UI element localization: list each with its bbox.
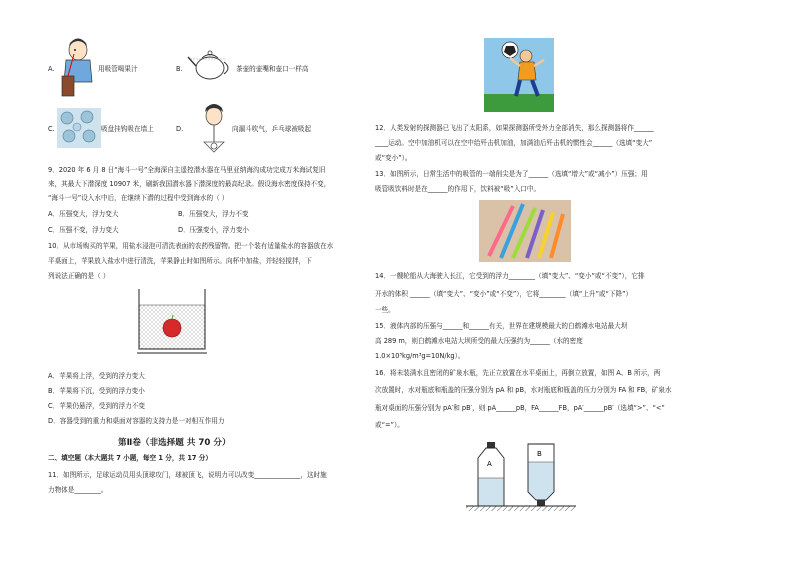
q10-line-2: 平桌面上，苹果放入盐水中进行清洗，苹果静止时如图所示。向杯中加盐，并轻轻搅拌，下 [48,257,312,265]
q9-option-a: A．压强变大，浮力变大 [48,210,119,218]
q11-line-2: 力物体是________。 [48,486,108,494]
boy-drinking-figure [58,36,98,98]
option-d-label: D. [176,125,184,133]
funnel-blowing-figure [196,102,232,158]
q10-option-b: B．苹果将下沉，受到的浮力变小 [48,387,145,395]
option-d-text: 向漏斗吹气，乒乓球被吸起 [232,125,312,133]
q10-line-1: 10．从市场购买的苹果，用盐水浸泡可清洗表面的农药残留物。把一个装有适量盐水的容器放在水 [48,242,334,250]
q12-line-3: 或“变小”）。 [375,154,412,162]
option-c-label: C. [48,125,55,133]
q9-option-c: C．压强不变，浮力变大 [48,226,119,234]
q10-line-3: 列说法正确的是（ ） [48,272,110,280]
q10-option-c: C．苹果仍悬浮，受到的浮力不变 [48,402,145,410]
q10-option-d: D．容器受到的重力和桌面对容器的支持力是一对相互作用力 [48,417,225,425]
q9-option-b: B．压强变大，浮力不变 [178,210,249,218]
q15-line-2: 高 289 m，则白鹤滩水电站大坝所受的最大压强约为______（水的密度 [375,337,583,345]
q15-line-1: 15．液体内部的压强与______和______有关，世界在建规模最大的白鹤滩水电站最大坝 [375,322,628,330]
straws-figure [479,200,571,262]
q10-option-a: A．苹果将上浮，受到的浮力变大 [48,372,145,380]
q16-line-4: 或“=”）。 [375,421,404,429]
q12-line-1: 12．人类发射的探测器已飞出了太阳系，如果探测器所受外力全部消失，那么探测器将作______ [375,124,654,132]
q12-line-2: ____运动。空中加油机可以在空中给歼击机加油，加满油后歼击机的惯性会______（选填“变大” [375,139,653,147]
fill-in-header: 二、填空题（本大题共 7 小题，每空 1 分，共 17 分） [48,454,212,462]
q9-line-3: “海斗一号”设入水中后，在继续下潜的过程中受到海水的（ ） [48,194,229,202]
q13-line-2: 吸管吸饮料时是在______的作用下，饮料被“吸”入口中。 [375,185,541,193]
q16-line-3: 瓶对桌面的压强分别为 pA′和 pB′，则 pA______pB，FA______FB，pA′______pB′（选填“>”、“<” [375,404,665,412]
bottle-b-label: B [537,450,542,458]
q16-line-1: 16．将未装满水且密闭的矿泉水瓶，先正立放置在水平桌面上，再倒立放置，如图 A、B 所示，两 [375,369,661,377]
option-a-text: 用吸管喝果汁 [98,65,138,73]
q14-line-2: 开水的体积 ______（填“变大”、“变小”或“不变”），它将________（填“上升”或“下降”） [375,290,633,298]
q11-line-1: 11．如图所示，足球运动员用头顶球攻门，球被顶飞，说明力可以改变______________，这时施 [48,471,327,479]
section-2-title: 第Ⅱ卷（非选择题 共 70 分） [118,438,231,448]
soccer-header-figure [484,38,554,112]
option-b-text: 茶壶的壶嘴和壶口一样高 [236,65,309,73]
option-c-text: 吸盘挂钩吸在墙上 [101,125,154,133]
teapot-figure [188,48,234,82]
q16-line-2: 次放置时，水对瓶底和瓶盖的压强分别为 pA 和 pB，水对瓶底和瓶盖的压力分别为 FA 和 FB，矿泉水 [375,386,672,394]
q9-option-d: D．压强变小，浮力变小 [178,226,250,234]
apple-container-figure [137,287,207,357]
option-a-label: A. [48,65,55,73]
q14-line-3: 一些。 [375,306,395,314]
bottle-a-label: A [487,460,492,468]
q9-line-1: 9．2020 年 6 月 8 日“海斗一号”全海深自主遥控潜水器在马里亚纳海沟成功完成万米海试复旧 [48,166,326,174]
q14-line-1: 14．一艘轮船从大海驶入长江，它受到的浮力________（填“变大”、“变小”或“不变”），它排 [375,272,645,280]
q15-line-3: 1.0×10³kg/m³g=10N/kg）。 [375,352,465,360]
suction-cups-figure [57,108,101,148]
q9-line-2: 来，其最大下潜深度 10907 米，刷新我国潜水器下潜深度的最高纪录。假设海水密度保持不变， [48,180,331,188]
option-b-label: B. [176,65,183,73]
bottles-figure [466,440,576,512]
q13-line-1: 13．如图所示，日常生活中的吸管的一端削尖是为了______（选填“增大”或“减小”）压强；用 [375,170,648,178]
